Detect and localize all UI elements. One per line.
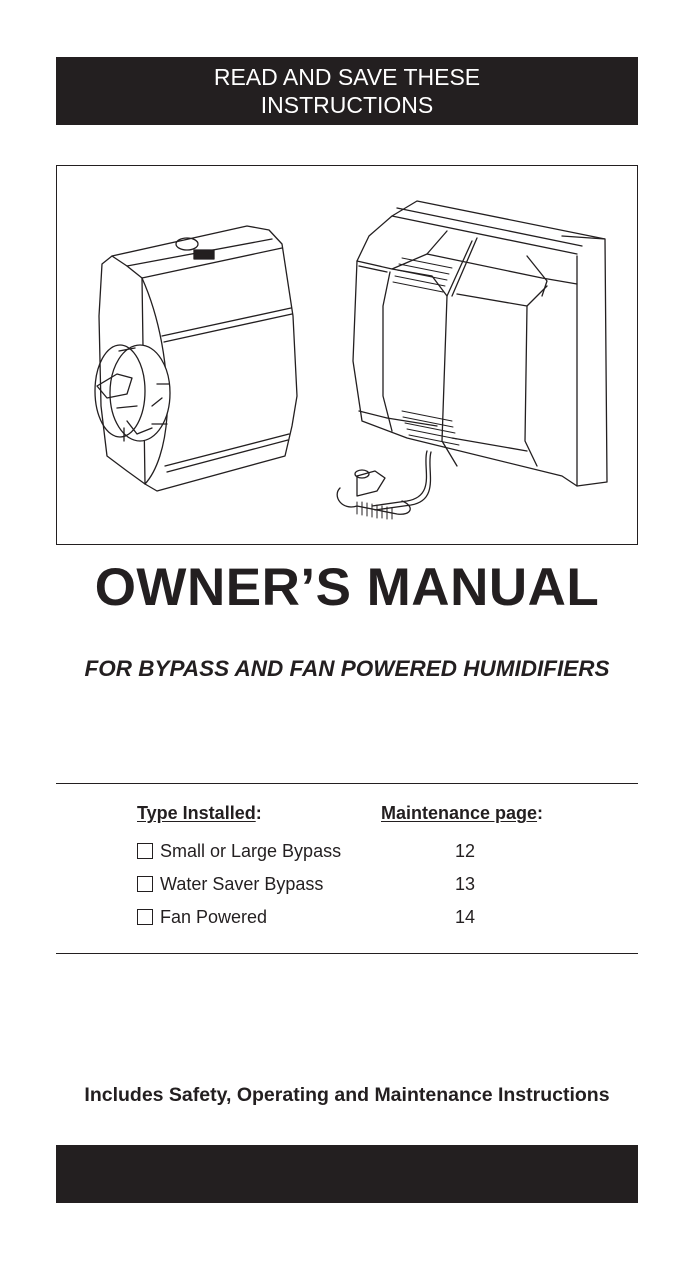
type-row-small-large-bypass	[137, 841, 597, 865]
maintenance-page-number: 12	[455, 841, 476, 861]
type-installed-header: Type Installed:	[137, 803, 262, 823]
footer-note: Includes Safety, Operating and Maintenance Instructions	[84, 1084, 610, 1106]
type-label: Water Saver Bypass	[160, 874, 324, 894]
bypass-humidifier-illustration	[95, 226, 297, 491]
power-cord-illustration	[337, 451, 431, 519]
type-row-water-saver-bypass	[137, 874, 597, 898]
header-banner-line2: INSTRUCTIONS	[260, 92, 434, 118]
checkbox-water-saver-bypass[interactable]	[137, 876, 153, 892]
divider-bottom	[56, 953, 638, 954]
type-row-fan-powered	[137, 907, 597, 931]
page-subtitle: FOR BYPASS AND FAN POWERED HUMIDIFIERS	[84, 656, 610, 681]
checkbox-fan-powered[interactable]	[137, 909, 153, 925]
maintenance-page-number: 13	[455, 874, 476, 894]
type-label: Fan Powered	[160, 907, 268, 927]
fan-powered-humidifier-illustration	[353, 201, 607, 486]
maintenance-page-number: 14	[455, 907, 476, 927]
checkbox-small-large-bypass[interactable]	[137, 843, 153, 859]
humidifiers-illustration	[57, 166, 637, 544]
maintenance-page-header: Maintenance page:	[381, 803, 544, 823]
divider-top	[56, 783, 638, 784]
product-illustration-frame	[56, 165, 638, 545]
header-banner	[56, 57, 638, 125]
footer-banner	[56, 1145, 638, 1203]
type-label: Small or Large Bypass	[160, 841, 342, 861]
header-banner-line1: READ AND SAVE THESE	[213, 64, 481, 90]
page-title: OWNER’S MANUAL	[94, 558, 600, 617]
